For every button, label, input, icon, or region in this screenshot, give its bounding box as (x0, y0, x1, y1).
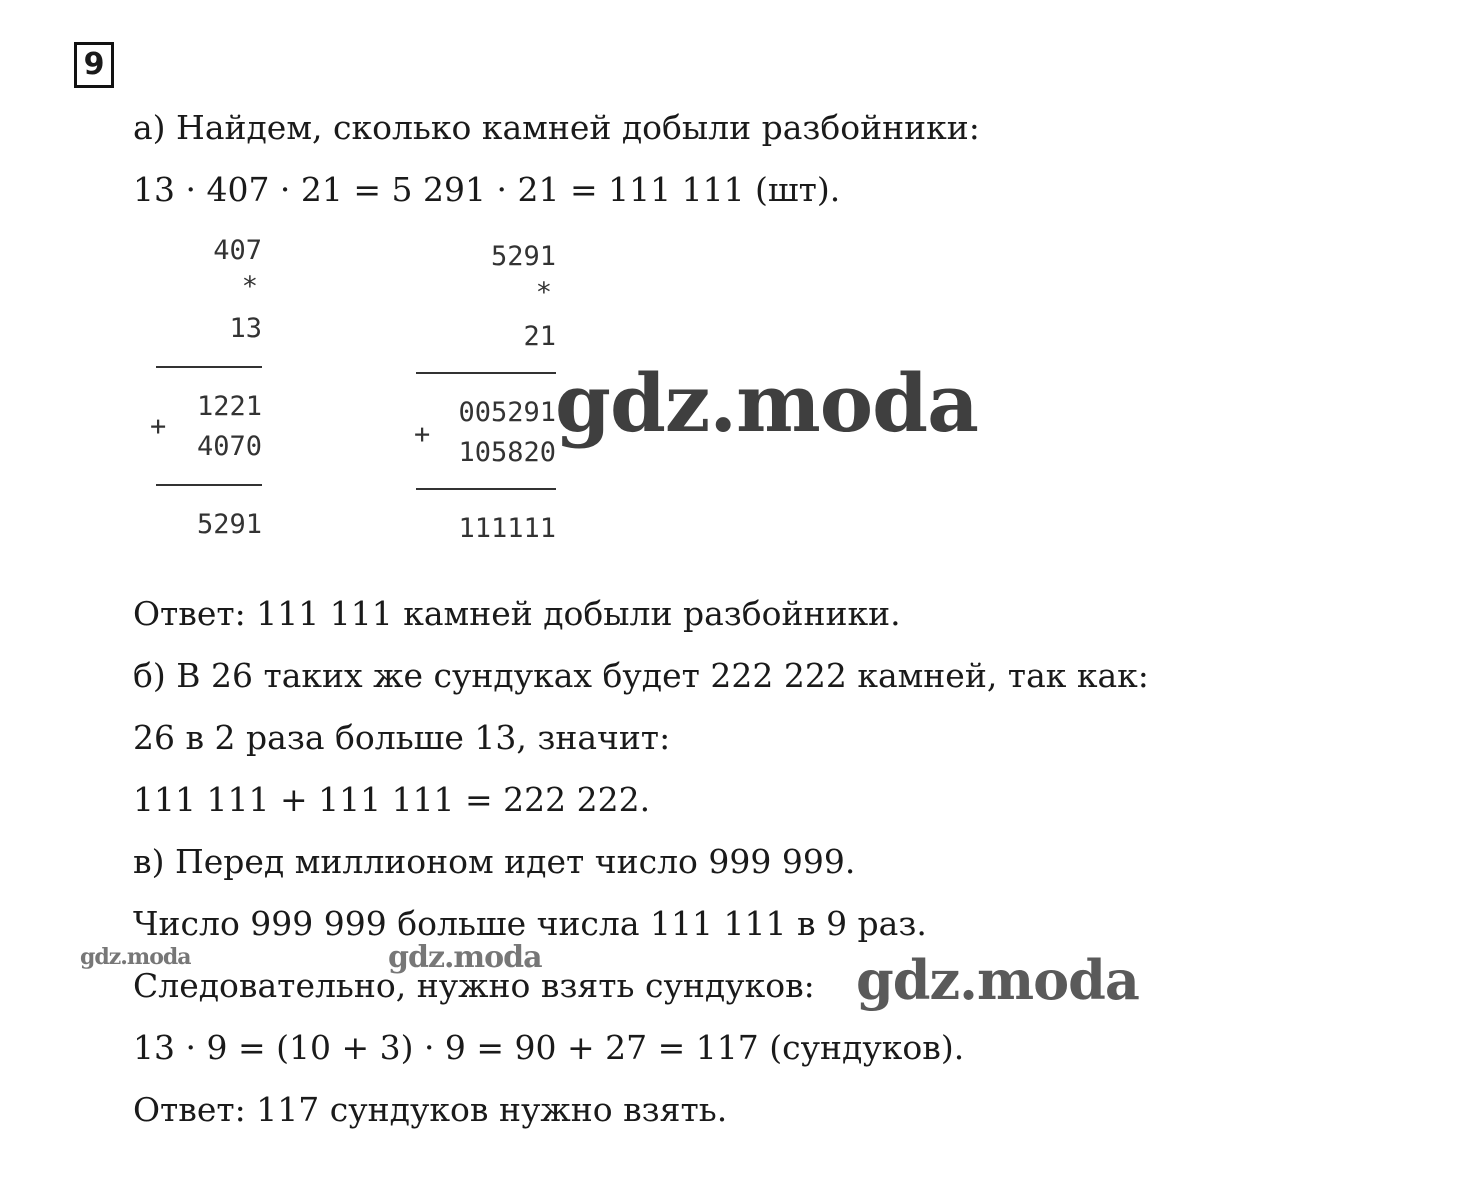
watermark-logo: gdz.moda (80, 944, 191, 970)
rule-bottom (416, 488, 556, 490)
plus-sign: + (150, 411, 167, 442)
partial-product-2: 105820 (458, 437, 556, 468)
solution-line: Следовательно, нужно взять сундуков: (133, 966, 815, 1005)
rule-top (156, 366, 262, 368)
solution-line: б) В 26 таких же сундуках будет 222 222 камней, так как: (133, 656, 1149, 695)
solution-line: а) Найдем, сколько камней добыли разбойники: (133, 108, 980, 147)
column-result: 5291 (196, 509, 262, 540)
solution-line: Число 999 999 больше числа 111 111 в 9 раз. (133, 904, 927, 943)
column-result: 111111 (458, 513, 556, 544)
partial-product-1: 005291 (458, 397, 556, 428)
task-number-box: 9 (74, 42, 114, 88)
rule-top (416, 372, 556, 374)
plus-sign: + (414, 419, 431, 450)
solution-line: 13 · 407 · 21 = 5 291 · 21 = 111 111 (шт). (133, 170, 841, 209)
partial-product-1: 1221 (196, 391, 262, 422)
solution-line: Ответ: 111 111 камней добыли разбойники. (133, 594, 901, 633)
multiplicand: 5291 (490, 241, 556, 272)
watermark-logo: gdz.moda (388, 940, 542, 975)
watermark-logo: gdz.moda (856, 948, 1139, 1012)
multiplier: 13 (229, 313, 262, 344)
operator: * (241, 271, 258, 302)
multiplicand: 407 (213, 235, 262, 266)
solution-line: 13 · 9 = (10 + 3) · 9 = 90 + 27 = 117 (сундуков). (133, 1028, 965, 1067)
watermark-logo: gdz.moda (555, 356, 978, 450)
operator: * (535, 277, 552, 308)
solution-line: в) Перед миллионом идет число 999 999. (133, 842, 856, 881)
solution-line: Ответ: 117 сундуков нужно взять. (133, 1090, 728, 1129)
solution-line: 26 в 2 раза больше 13, значит: (133, 718, 671, 757)
partial-product-2: 4070 (196, 431, 262, 462)
column-multiplication-1 (150, 236, 262, 556)
rule-bottom (156, 484, 262, 486)
multiplier: 21 (523, 321, 556, 352)
solution-line: 111 111 + 111 111 = 222 222. (133, 780, 651, 819)
column-multiplication-2 (414, 242, 556, 562)
